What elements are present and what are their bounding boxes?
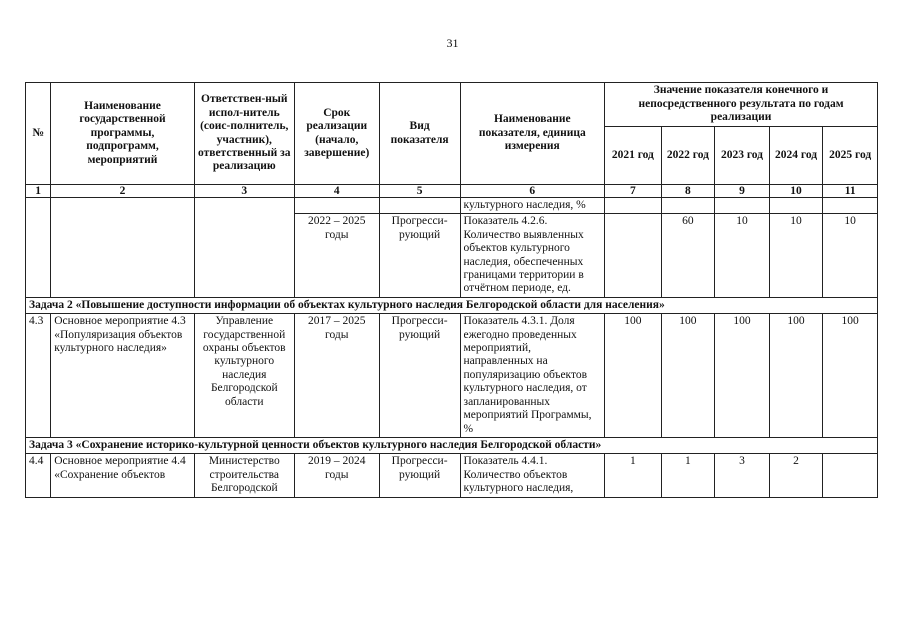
task-title: Задача 3 «Сохранение историко-культурной ценности объектов культурного наследия Белгородской области» <box>26 437 878 453</box>
table-row <box>26 454 878 497</box>
row-value <box>823 198 878 214</box>
row-value: 10 <box>769 214 823 297</box>
header-name: Наименование государственной программы, подпрограмм, мероприятий <box>51 83 195 185</box>
header-year: 2023 год <box>715 127 770 185</box>
row-value: 10 <box>823 214 878 297</box>
row-value <box>715 198 770 214</box>
row-value: 3 <box>715 454 770 497</box>
row-term: 2017 – 2025 годы <box>294 314 379 438</box>
table-row <box>26 314 878 438</box>
column-number: 7 <box>605 185 662 198</box>
row-value: 100 <box>769 314 823 438</box>
row-value: 100 <box>715 314 770 438</box>
column-number: 8 <box>661 185 715 198</box>
header-year: 2022 год <box>661 127 715 185</box>
column-number: 4 <box>294 185 379 198</box>
row-indicator: Показатель 4.4.1. Количество объектов культурного наследия, <box>460 454 605 497</box>
header-year: 2024 год <box>769 127 823 185</box>
row-term: 2022 – 2025 годы <box>294 214 379 297</box>
table-row <box>26 198 878 214</box>
task-row <box>26 297 878 313</box>
header-term: Срок реализации (начало, завершение) <box>294 83 379 185</box>
row-responsible: Министерство строительства Белгородской <box>194 454 294 497</box>
row-value <box>605 198 662 214</box>
row-indicator: Показатель 4.2.6. Количество выявленных объектов культурного наследия, обеспеченных границами территории в отчётном периоде, ед. <box>460 214 605 297</box>
row-kind <box>379 198 460 214</box>
row-responsible <box>194 198 294 298</box>
row-name: Основное мероприятие 4.3 «Популяризация объектов культурного наследия» <box>51 314 195 438</box>
row-num: 4.4 <box>26 454 51 497</box>
row-kind: Прогресси-рующий <box>379 454 460 497</box>
header-values-title: Значение показателя конечного и непосредственного результата по годам реализации <box>605 83 878 127</box>
row-value: 100 <box>605 314 662 438</box>
row-value: 1 <box>605 454 662 497</box>
column-number: 5 <box>379 185 460 198</box>
row-responsible: Управление государственной охраны объектов культурного наследия Белгородской области <box>194 314 294 438</box>
row-value <box>769 198 823 214</box>
row-name: Основное мероприятие 4.4 «Сохранение объектов <box>51 454 195 497</box>
task-row <box>26 437 878 453</box>
row-term <box>294 198 379 214</box>
header-indicator: Наименование показателя, единица измерения <box>460 83 605 185</box>
row-value: 2 <box>769 454 823 497</box>
column-number: 11 <box>823 185 878 198</box>
header-year: 2021 год <box>605 127 662 185</box>
row-value: 10 <box>715 214 770 297</box>
column-number: 6 <box>460 185 605 198</box>
row-value: 60 <box>661 214 715 297</box>
row-kind: Прогресси-рующий <box>379 314 460 438</box>
row-num <box>26 198 51 298</box>
row-term: 2019 – 2024 годы <box>294 454 379 497</box>
header-responsible: Ответствен-ный испол-нитель (соис-полнитель, участник), ответственный за реализацию <box>194 83 294 185</box>
row-value <box>823 454 878 497</box>
row-value: 1 <box>661 454 715 497</box>
header-num: № <box>26 83 51 185</box>
task-title: Задача 2 «Повышение доступности информации об объектах культурного наследия Белгородской области для населения» <box>26 297 878 313</box>
row-value <box>661 198 715 214</box>
row-value <box>605 214 662 297</box>
column-number: 1 <box>26 185 51 198</box>
indicators-table <box>25 82 878 498</box>
row-num: 4.3 <box>26 314 51 438</box>
column-number: 10 <box>769 185 823 198</box>
column-number: 3 <box>194 185 294 198</box>
row-name <box>51 198 195 298</box>
row-kind: Прогресси-рующий <box>379 214 460 297</box>
row-indicator: Показатель 4.3.1. Доля ежегодно проведенных мероприятий, направленных на популяризацию объектов культурного наследия, от запланированных мероприятий Программы, % <box>460 314 605 438</box>
page-number: 31 <box>446 36 459 50</box>
header-kind: Вид показателя <box>379 83 460 185</box>
column-number: 2 <box>51 185 195 198</box>
row-value: 100 <box>823 314 878 438</box>
column-number: 9 <box>715 185 770 198</box>
column-numbers-row <box>26 185 878 198</box>
row-indicator: культурного наследия, % <box>460 198 605 214</box>
header-year: 2025 год <box>823 127 878 185</box>
row-value: 100 <box>661 314 715 438</box>
